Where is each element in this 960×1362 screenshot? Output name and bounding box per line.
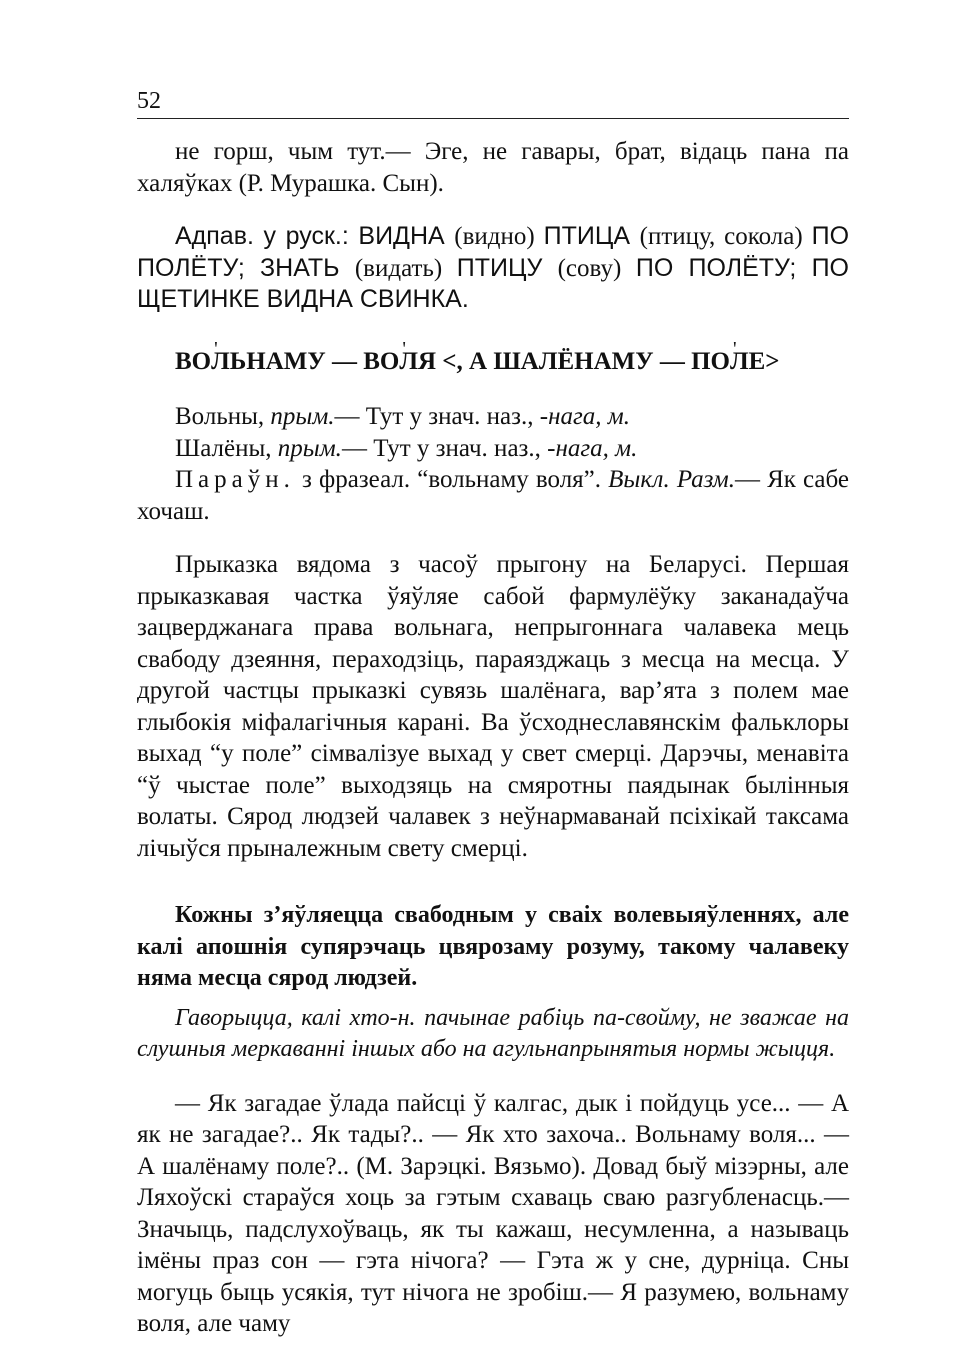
meaning-bold: Кожны з’яўляецца свабодным у сваіх волевыяўленнях, але калі апошнія супярэчаць цвярозаму розуму, такому чалавеку няма месца сярод людзей. <box>137 902 849 991</box>
definition-shaleny: Шалёны, прым.— Тут у знач. наз., -нага, м. <box>175 434 638 462</box>
definition-volny: Вольны, прым.— Тут у знач. наз., -нага, м. <box>175 403 630 430</box>
page-number: 52 <box>137 88 161 114</box>
continuation-paragraph: не горш, чым тут.— Эге, не гавары, брат, відаць пана па халяўках (Р. Мурашка. Сын). <box>137 138 849 197</box>
russian-equivalent: Адпав. у руск.: ВИДНА (видно) ПТИЦА (птицу, сокола) ПО ПОЛЁТУ; ЗНАТЬ (видать) ПТИЦУ (сову) ПО ПОЛЁТУ; ПО ЩЕТИНКЕ ВИДНА СВИНКА. <box>137 222 850 313</box>
header-rule <box>137 118 849 119</box>
commentary-paragraph: Прыказка вядома з часоў прыгону на Беларусі. Першая прыказкавая частка ўяўляе сабой фармулёўку заканадаўча зацверджанага права вольнага, непрыгоннага чалавека мець свабоду дзеяння, пераходзіць, параязджаць з месца на месца. У другой частцы прыказкі сувязь шалёнага, вар’ята з полем мае глыбокія міфалагічныя карані. Ва ўсходнеславянскім фальклоры выхад “у поле” сімвалізуе выхад у свет смерці. Дарэчы, менавіта “ў чыстае поле” выходзяць на смяротны паядынак былінныя волаты. Сярод людзей чалавек з неўнармаванай псіхікай таксама лічыўся прыналежным свету смерці. <box>137 551 849 862</box>
page-content <box>137 136 849 1340</box>
proverb-heading: ВО' ЛЬНАМУ — ВО' ЛЯ <, А ШАЛЁНАМУ — ПО' ЛЕ> <box>137 346 849 378</box>
usage-italic: Гаворыцца, калі хто-н. пачынае рабіць па-свойму, не зважае на слушныя меркаванні іншых або на агульнапрынятыя нормы жыцця. <box>137 1004 849 1062</box>
definition-compare: Параўн. з фразеал. “вольнаму воля”. Выкл. Разм.— Як сабе хочаш. <box>137 466 850 525</box>
example-paragraph: — Як загадае ўлада пайсці ў калгас, дык і пойдуць усе... — А як не загадае?.. Як тады?.. — Як хто захоча.. Вольнаму воля... — А шалёнаму поле?.. (М. Зарэцкі. Вязьмо). Довад быў мізэрны, але Ляхоўскі стараўся хоць за гэтым схаваць сваю разгубленасць.— Значыць, падслухоўваць, як ты кажаш, несумленна, а называць імёны праз сон — гэта нічога? — Гэта ж у сне, дурніца. Сны могуць быць усякія, тут нічога не зробіш.— Я разумею, вольнаму воля, але чаму <box>137 1089 849 1337</box>
